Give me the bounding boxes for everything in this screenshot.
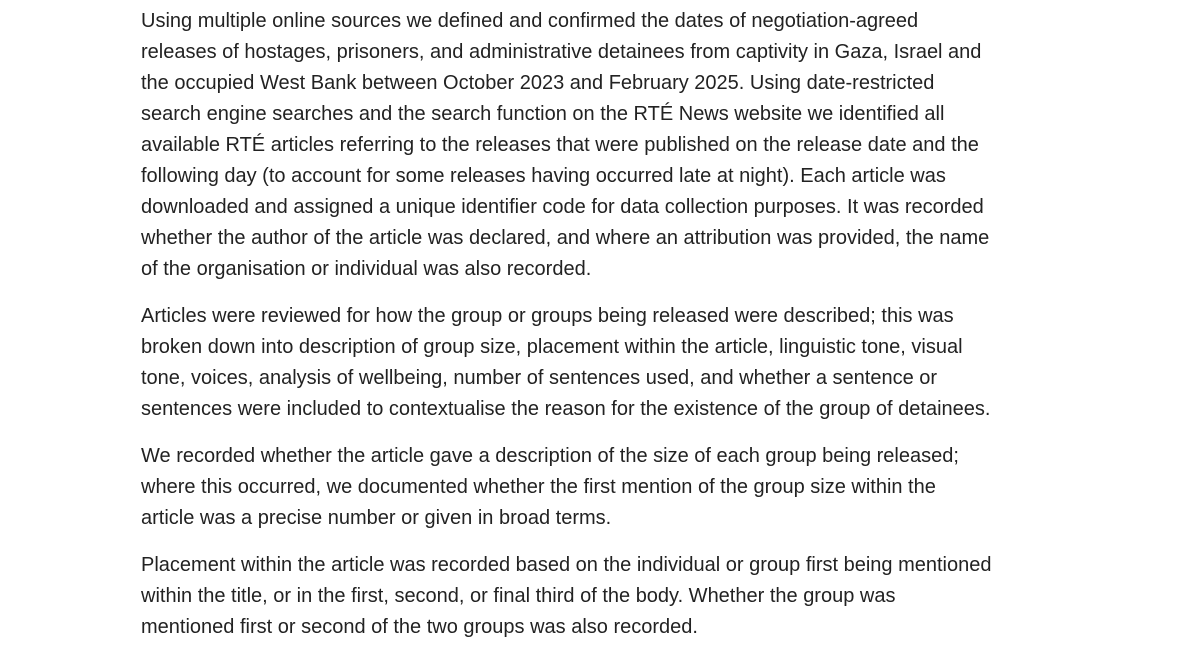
text-line: sentences were included to contextualise the reason for the existence of the group of detainees. xyxy=(141,398,991,420)
paragraph-review-criteria xyxy=(141,301,1066,425)
paragraph-group-size xyxy=(141,441,1066,534)
text-line: of the organisation or individual was also recorded. xyxy=(141,258,592,280)
text-line: search engine searches and the search function on the RTÉ News website we identified all xyxy=(141,103,945,125)
text-line: We recorded whether the article gave a description of the size of each group being released; xyxy=(141,445,959,467)
text-line: Articles were reviewed for how the group or groups being released were described; this was xyxy=(141,305,954,327)
text-line: article was a precise number or given in broad terms. xyxy=(141,507,612,529)
paragraph-placement xyxy=(141,550,1066,643)
text-line: whether the author of the article was declared, and where an attribution was provided, the name xyxy=(141,227,990,249)
text-line: releases of hostages, prisoners, and administrative detainees from captivity in Gaza, Israel and xyxy=(141,41,982,63)
document-body xyxy=(141,6,1066,659)
text-line: Placement within the article was recorded based on the individual or group first being mentioned xyxy=(141,554,992,576)
text-line: Using multiple online sources we defined and confirmed the dates of negotiation-agreed xyxy=(141,10,919,32)
text-line: available RTÉ articles referring to the releases that were published on the release date and the xyxy=(141,134,979,156)
text-line: the occupied West Bank between October 2023 and February 2025. Using date-restricted xyxy=(141,72,935,94)
text-line: tone, voices, analysis of wellbeing, number of sentences used, and whether a sentence or xyxy=(141,367,938,389)
text-line: within the title, or in the first, second, or final third of the body. Whether the group was xyxy=(141,585,896,607)
text-line: where this occurred, we documented whether the first mention of the group size within the xyxy=(141,476,936,498)
paragraph-methods-sources xyxy=(141,6,1066,285)
text-line: mentioned first or second of the two groups was also recorded. xyxy=(141,616,698,638)
text-line: broken down into description of group size, placement within the article, linguistic tone, visual xyxy=(141,336,963,358)
text-line: following day (to account for some releases having occurred late at night). Each article was xyxy=(141,165,946,187)
text-line: downloaded and assigned a unique identifier code for data collection purposes. It was recorded xyxy=(141,196,984,218)
